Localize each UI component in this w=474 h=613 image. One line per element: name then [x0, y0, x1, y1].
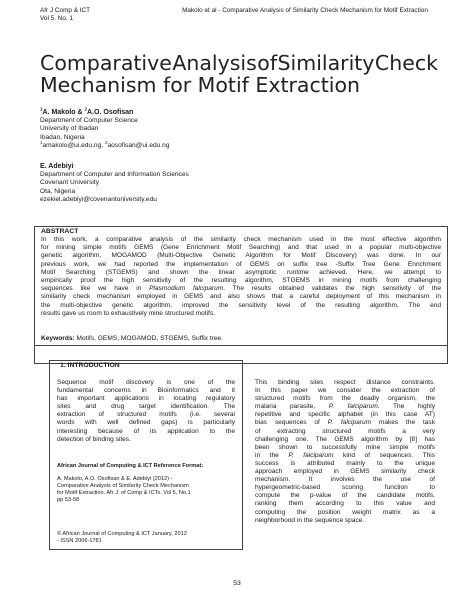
abstract-line: similarity check mechanism employed in GEMS and also shows that a careful deployment of this mechanism in [41, 293, 441, 301]
title-line-1 [40, 52, 438, 74]
abstract-heading: ABSTRACT [41, 228, 79, 235]
copyright-line: - ISSN 2006-1781 [57, 538, 102, 544]
copyright [57, 531, 237, 545]
copyright-line: © African Journal of Computing & ICT January, 2012 [57, 531, 187, 537]
title-line-2: Mechanism for Motif Extraction [40, 73, 361, 97]
department: Department of Computer Science [40, 117, 138, 125]
intro-line: Sequence motif discovery is one of the [57, 379, 235, 386]
abstract-text [41, 236, 441, 318]
author-email: ezekiel.adebiyi@covenantuniversity.edu [40, 195, 157, 203]
journal-name: Afr J Comp & ICT [40, 7, 91, 14]
body-line: compute the p-value of the candidate motifs, [255, 492, 435, 500]
body-line: in the P. falciparum kind of sequences. This [255, 451, 435, 459]
keywords [41, 335, 223, 342]
body-line: malaria parasite, P. falciparum. The highly [255, 403, 435, 411]
abstract-line: results gave us room to exhaustively mine structured motifs. [41, 309, 215, 317]
body-line: success is attributed mainly to the unique [255, 459, 435, 467]
city: Ibadan, Nigeria [40, 133, 85, 141]
city: Ota, Nigeria [40, 187, 76, 195]
body-line: of extracting structured motifs a very [255, 427, 435, 435]
journal-volume: Vol 5. No. 1 [40, 15, 74, 22]
abstract-line: empirically proof the high sensitivity of the resulting algorithm, STGEMS in mining motifs from challenging [41, 277, 441, 285]
abstract-line: genetic algorithm, MOGAMOD (Multi-Objective Genetic Algorithm for Motif Discovery) was done. In our [41, 252, 441, 260]
running-title: Makolo et al - Comparative Analysis of Similarity Check Mechanism for Motif Extraction [182, 7, 428, 14]
reference-format-heading: African Journal of Computing & ICT Reference Format: [57, 463, 204, 469]
reference-line: pp 53-58 [57, 497, 80, 503]
reference-line: Comparative Analysis of Similarity Check Mechanism [57, 483, 189, 489]
body-line: structured motifs from the deadly organism, the [255, 395, 435, 403]
intro-paragraph [57, 379, 235, 444]
journal-header [40, 7, 90, 23]
intro-line: fundamental concerns in Bioinformatics and it [57, 387, 235, 395]
intro-line: interesting because of its application to the [57, 427, 235, 435]
title-word: of [257, 51, 278, 75]
affiliation-block-2 [40, 163, 300, 204]
body-line: approach employed in GEMS similarity check [255, 468, 435, 476]
reference-format [57, 476, 237, 504]
intro-line: has important applications in locating regulatory [57, 395, 235, 403]
reference-line: for Motif Extraction. Afr J. of Comp & ICTs. Vol 5, No.1 [57, 490, 191, 496]
abstract-line: In this work, a comparative analysis of the similarity check mechanism used in the most effective algorithm [41, 236, 441, 243]
intro-line: sites and drug target identification. The [57, 403, 235, 411]
body-line: repetitive and specific alphabet (in this case AT) [255, 411, 435, 419]
author-names: $^1$A. Makolo & $^2$A.O. Osofisan [40, 106, 134, 116]
university: University of Ibadan [40, 125, 99, 133]
intro-line: extraction of structured motifs (i.e. several [57, 411, 235, 419]
body-line: neighborhood in the sequence space. [255, 516, 365, 524]
body-line: This binding sites respect distance constraints. [255, 379, 435, 386]
abstract-line: sequences like we have in Plasmodium falciparum. The results obtained validates the high sensitivity of the [41, 285, 442, 293]
intro-heading: 1. INTRODUCTION [60, 362, 120, 369]
body-line: been shown to successfully mine simple motifs [255, 443, 435, 451]
body-line: In this paper we consider the extraction of [255, 387, 435, 395]
abstract-line: previous work, we had reported the implementation of GEMS on suffix tree -Suffix Tree Gene Enrichment [41, 260, 441, 268]
body-line: mechanism. It involves the use of [255, 476, 435, 484]
department: Department of Computer and Information Sciences [40, 171, 189, 179]
affiliation-block-1 [40, 106, 300, 150]
abstract-line: the multi-objective genetic algorithm, improved the sensitivity level of the resulting algorithm. The end [41, 301, 441, 309]
body-line: bias sequences of P. falciparum makes the task [255, 419, 435, 427]
paper-title [40, 52, 438, 96]
author-name: E. Adebiyi [40, 163, 74, 170]
body-line: hypergeometric-based scoring function to [255, 484, 435, 492]
right-column-text [255, 379, 435, 525]
intro-line: words with well defined gaps) is particularly [57, 419, 235, 427]
university: Covenant University [40, 179, 100, 187]
body-line: computing the position weight matrix as a [255, 508, 435, 516]
author-emails: $^1$amakolo@ui.edu.ng, $^2$aosofisan@ui.edu.ng [40, 139, 170, 149]
body-line: challenging one. The GEMS algorithm by [8] has [255, 435, 435, 443]
body-line: ranking them according to this value and [255, 500, 435, 508]
title-word: Similarity [277, 51, 375, 75]
intro-line: detection of binding sites. [57, 435, 131, 443]
title-word: Check [374, 51, 438, 75]
abstract-line: for mining simple motifs GEMS (Gene Enrichment Motif Searching) and that used in a popular multi-objective [41, 244, 441, 252]
keywords-label: Keywords: [41, 335, 75, 342]
abstract-line: Motif Searching (STGEMS) and shown the linear asymptotic runtime achieved. Here, we attempt to [41, 268, 441, 276]
reference-line: A. Makolo, A.O. Osofisan & E. Adebiyi (2012) - [57, 476, 173, 482]
title-word: Comparative [40, 51, 172, 75]
keywords-list: Motifs, GEMS, MOGAMOD, STGEMS, Suffix tree. [74, 335, 223, 342]
page-number: 53 [233, 580, 241, 587]
title-word: Analysis [172, 51, 257, 75]
section-divider [34, 345, 448, 346]
